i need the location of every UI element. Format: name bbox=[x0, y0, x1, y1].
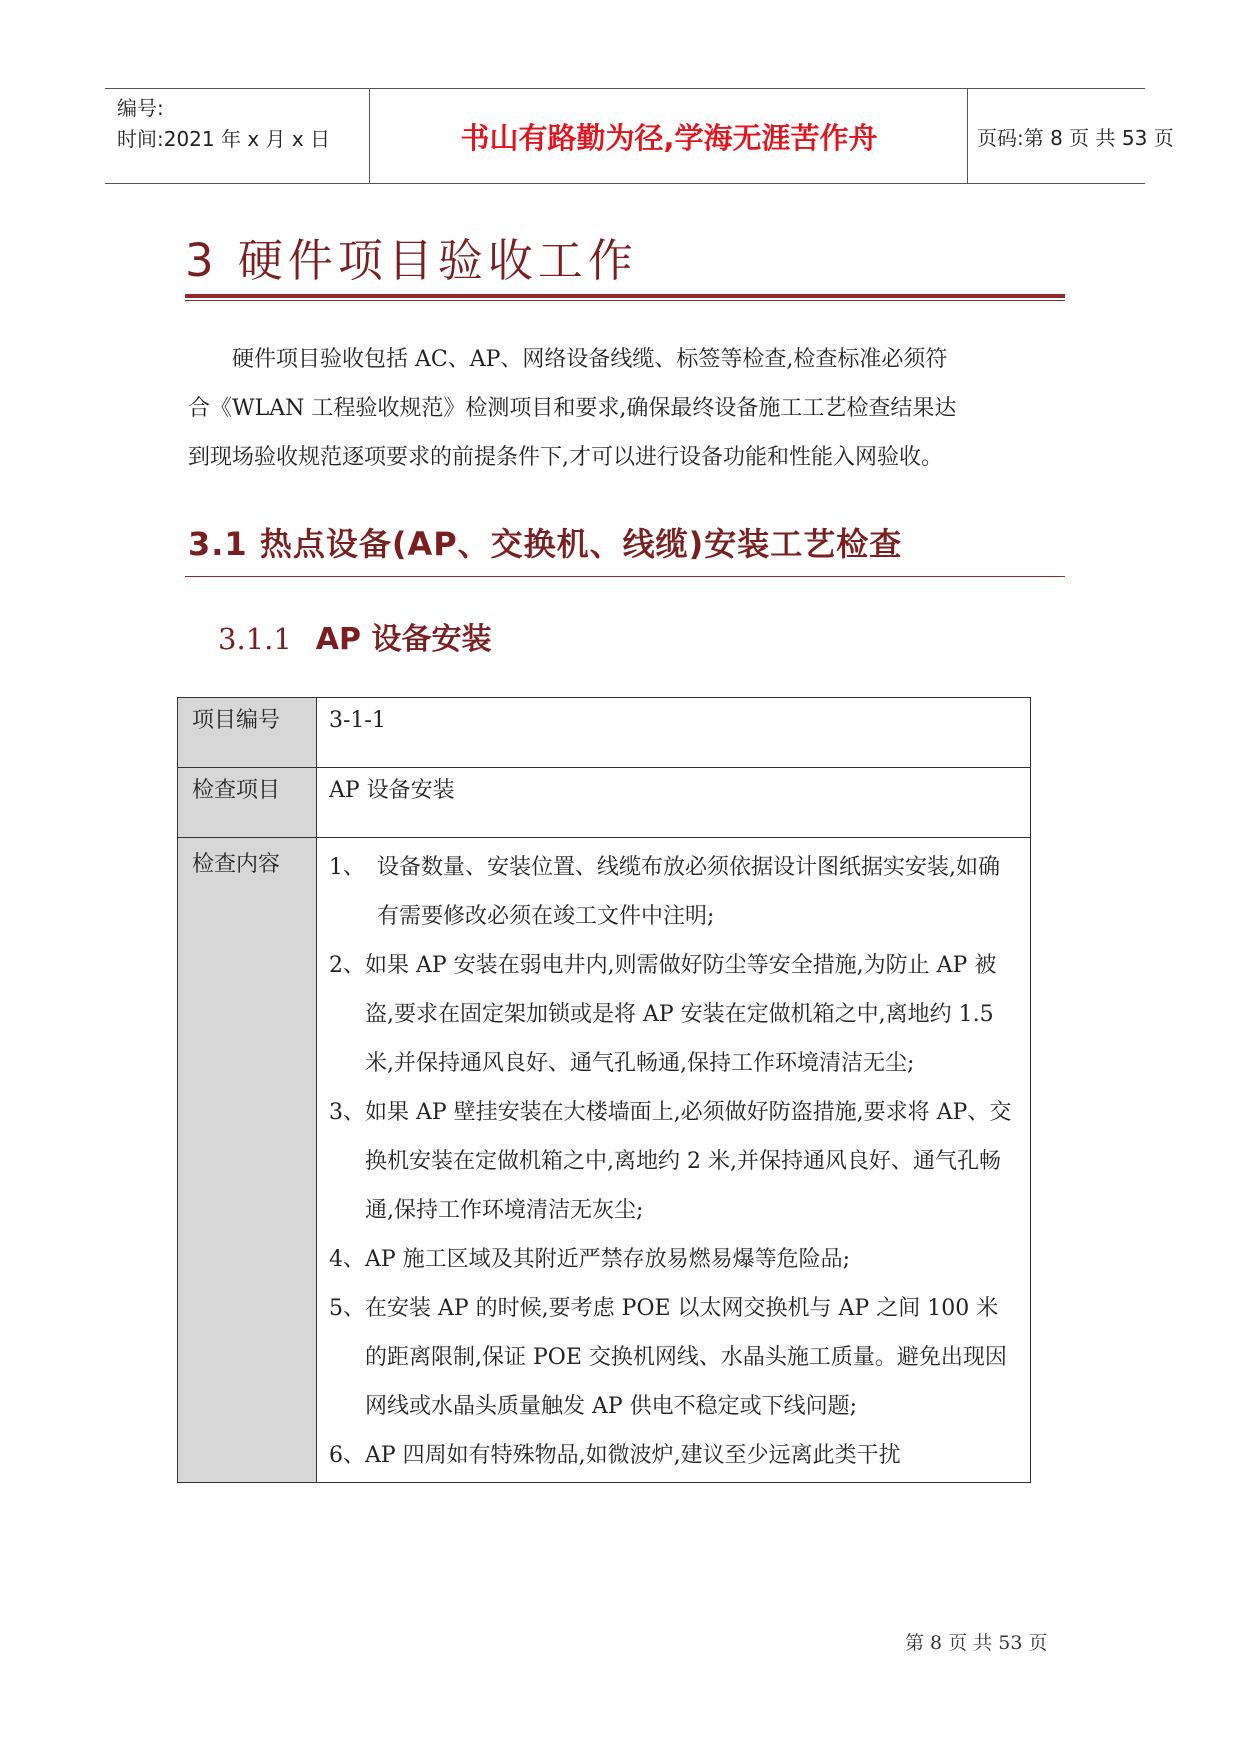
table-row bbox=[178, 768, 1031, 838]
list-item-text: AP 施工区域及其附近严禁存放易燃易爆等危险品; bbox=[365, 1247, 851, 1272]
table-row bbox=[178, 698, 1031, 768]
list-item-number: 3、 bbox=[329, 1100, 365, 1125]
intro-paragraph: 硬件项目验收包括 AC、AP、网络设备线缆、标签等检查,检查标准必须符 合《WLAN 工程验收规范》检测项目和要求,确保最终设备施工工艺检查结果达 到现场验收规范逐项要求的前提条件下,才可以进行设备功能和性能入网验收。 bbox=[188, 347, 957, 470]
header-meta bbox=[117, 93, 367, 155]
list-item-text: 如果 AP 壁挂安装在大楼墙面上,必须做好防盗措施,要求将 AP、交换机安装在定做机箱之中,离地约 2 米,并保持通风良好、通气孔畅通,保持工作环境清洁无灰尘; bbox=[365, 1100, 1012, 1223]
table-row bbox=[178, 838, 1031, 1483]
table-value-cell: 3-1-1 bbox=[317, 698, 1031, 768]
list-item bbox=[329, 1235, 1020, 1284]
section-heading: 3.1 热点设备(AP、交换机、线缆)安装工艺检查 bbox=[188, 525, 903, 563]
table-label-cell: 项目编号 bbox=[178, 698, 317, 768]
document-number-label: 编号: bbox=[117, 96, 164, 120]
document-time-label: 时间:2021 年 x 月 x 日 bbox=[117, 127, 331, 151]
list-item-number: 2、 bbox=[329, 953, 365, 978]
header-motto: 书山有路勤为径,学海无涯苦作舟 bbox=[460, 120, 878, 155]
list-item bbox=[329, 1284, 1020, 1431]
subsection-heading bbox=[218, 614, 491, 658]
list-item-text: 在安装 AP 的时候,要考虑 POE 以太网交换机与 AP 之间 100 米的距离限制,保证 POE 交换机网线、水晶头施工质量。避免出现因网线或水晶头质量触发 AP 供电不稳定或下线问题; bbox=[365, 1296, 1007, 1419]
subsection-number: 3.1.1 bbox=[218, 622, 292, 656]
list-item-text: 如果 AP 安装在弱电井内,则需做好防尘等安全措施,为防止 AP 被盗,要求在固定架加锁或是将 AP 安装在定做机箱之中,离地约 1.5 米,并保持通风良好、通气孔畅通,保持工作环境清洁无尘; bbox=[365, 953, 997, 1076]
list-item bbox=[329, 1431, 1020, 1480]
inspection-content-cell bbox=[317, 838, 1031, 1483]
list-item bbox=[329, 1088, 1020, 1235]
subsection-title: AP 设备安装 bbox=[315, 622, 492, 657]
chapter-rule-thin bbox=[185, 300, 1065, 301]
list-item-number: 5、 bbox=[329, 1296, 365, 1321]
list-item-text: AP 四周如有特殊物品,如微波炉,建议至少远离此类干扰 bbox=[365, 1443, 901, 1468]
table-label-cell: 检查内容 bbox=[178, 838, 317, 1483]
header-page-code: 页码:第 8 页 共 53 页 bbox=[977, 125, 1174, 150]
header-divider bbox=[967, 89, 968, 183]
page-footer: 第 8 页 共 53 页 bbox=[905, 1632, 1048, 1654]
list-item-number: 1、 bbox=[329, 855, 365, 880]
chapter-heading: 3 硬件项目验收工作 bbox=[185, 234, 638, 287]
list-item-number: 6、 bbox=[329, 1443, 365, 1468]
section-rule bbox=[185, 576, 1065, 577]
list-item bbox=[329, 843, 1020, 941]
list-item bbox=[329, 941, 1020, 1088]
table-value-cell: AP 设备安装 bbox=[317, 768, 1031, 838]
page-header bbox=[105, 88, 1174, 184]
list-item-text: 设备数量、安装位置、线缆布放必须依据设计图纸据实安装,如确有需要修改必须在竣工文件中注明; bbox=[377, 855, 1000, 929]
list-item-number: 4、 bbox=[329, 1247, 365, 1272]
table-label-cell: 检查项目 bbox=[178, 768, 317, 838]
header-divider bbox=[369, 89, 370, 183]
inspection-table bbox=[177, 697, 1031, 1483]
chapter-rule-thick bbox=[185, 294, 1065, 298]
